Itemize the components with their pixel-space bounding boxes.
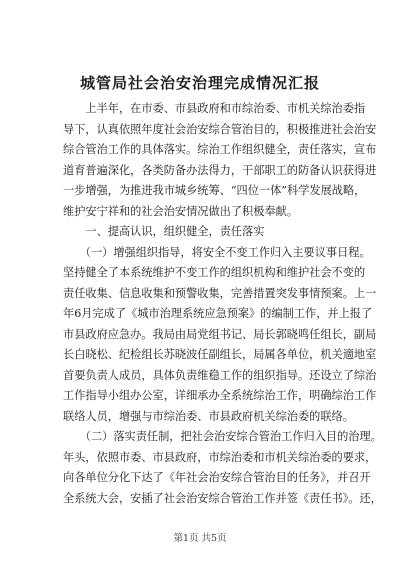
body-text-line: 综合管治工作的具体落实。综治工作组织健全，责任落实，宣布 [63, 143, 377, 156]
body-text-line: （一）增强组织指导，将安全不变工作归入主要议事日程。 [63, 245, 371, 259]
body-text-line: 上半年，在市委、市县政府和市综治委、市机关综治委指 [63, 102, 366, 115]
body-text-line: 年头，依照市委、市县政府，市综治委和市机关综治委的要求， [63, 450, 377, 464]
body-text-line: 工作指导小组办公室，详细承办全系统综治工作，明确综治工作 [63, 389, 377, 402]
body-text-line: （二）落实责任制，把社会治安综合管治工作归入目的治理。 [63, 430, 382, 443]
body-text-line: 导下，认真依照年度社会治安综合管治目的，积极推进社会治安 [63, 122, 377, 136]
body-text-line: 长白晓松、纪检组长苏晓波任副组长，局属各单位，机关適地室 [63, 348, 377, 361]
body-text-line: 年6月完成了《城市治理系统应急预案》的编制工作，并上报了 [63, 307, 373, 320]
body-text-line: 首要负责人成员，具体负责维稳工作的组织指导。还设立了综治 [63, 368, 377, 382]
body-text-line: 道育普遍深化，各类防备办法得力，干部职工的防备认识获得进 [63, 163, 377, 177]
body-text-line: 责任收集、信息收集和预警收集，完善措置突发事情预案。上一 [63, 286, 377, 300]
body-text-line: 全系统大会，安插了社会治安综合管治工作并签《责任书》。还， [63, 491, 382, 505]
body-text-line: 维护安宁祥和的社会治安情况做出了积极奉献。 [63, 204, 298, 218]
body-text-line: 坚持健全了本系统维护不变工作的组织机构和维护社会不变的 [63, 266, 366, 279]
document-title: 城管局社会治安治理完成情况汇报 [79, 74, 320, 92]
body-text-line: 一步增强，为推进我市城乡统筹、“四位一体”科学发展战略， [63, 184, 366, 197]
document-body [63, 99, 382, 509]
body-text-line: 市县政府应急办。我局由局党组书记、局长郭晓鸣任组长，副局 [63, 327, 377, 341]
page-footer: 第1页 共5页 [173, 533, 227, 544]
body-text-line: 向各单位分化下达了《年社会治安综合管治目的任务》，并召开 [63, 471, 371, 484]
body-text-line: 一、提高认识，组织健全，责任落实 [63, 225, 265, 238]
body-text-line: 联络人员，增强与市综治委、市县政府机关综治委的联络。 [63, 409, 354, 423]
